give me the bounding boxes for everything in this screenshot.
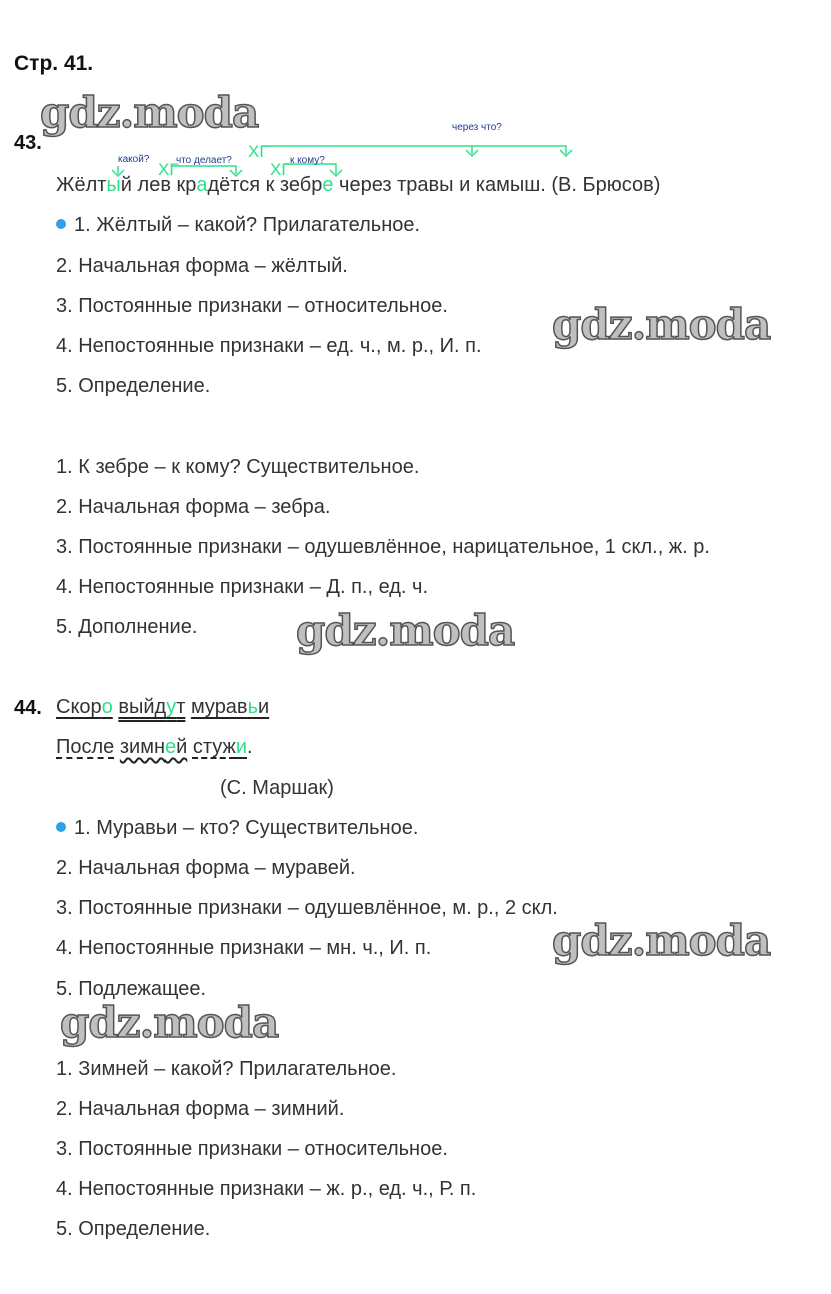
analysis-line: 3. Постоянные признаки – относительное.	[56, 295, 448, 317]
analysis-line: 2. Начальная форма – зимний.	[56, 1098, 345, 1120]
question-label: через что?	[452, 122, 502, 133]
watermark-logo: gdz.moda	[296, 606, 515, 655]
exercise-43-sentence: Жёлтый лев крадётся к зебре через травы и камыш. (В. Брюсов)	[56, 174, 661, 196]
analysis-line: 1. Муравьи – кто? Существительное.	[56, 817, 418, 840]
analysis-line: 1. Зимней – какой? Прилагательное.	[56, 1058, 397, 1080]
watermark-logo: gdz.moda	[552, 300, 771, 349]
xg-mark: ХГ	[248, 142, 269, 161]
question-label: какой?	[118, 154, 150, 165]
analysis-line: 5. Определение.	[56, 1218, 211, 1240]
page-label: Стр. 41.	[14, 52, 94, 75]
poem-author: (С. Маршак)	[220, 777, 334, 799]
poem-line-2: После зимней стужи.	[56, 736, 253, 758]
xg-mark: ХГ	[270, 160, 291, 179]
xg-mark: ХГ	[158, 160, 179, 179]
analysis-line: 2. Начальная форма – муравей.	[56, 857, 356, 879]
analysis-line: 5. Определение.	[56, 375, 211, 397]
bullet-dot	[56, 219, 66, 229]
exercise-44-number: 44.	[14, 697, 42, 719]
analysis-line: 3. Постоянные признаки – одушевлённое, м. р., 2 скл.	[56, 897, 558, 919]
analysis-line: 5. Дополнение.	[56, 616, 198, 638]
analysis-line: 5. Подлежащее.	[56, 978, 207, 1000]
analysis-line: 1. К зебре – к кому? Существительное.	[56, 456, 420, 478]
syntax-annotation	[0, 0, 831, 200]
question-label: что делает?	[176, 155, 232, 166]
analysis-line: 4. Непостоянные признаки – ж. р., ед. ч., Р. п.	[56, 1178, 477, 1200]
bracket-line	[262, 146, 566, 154]
poem-line-1: Скоро выйдут муравьи	[56, 696, 270, 718]
analysis-line: 4. Непостоянные признаки – Д. п., ед. ч.	[56, 576, 429, 598]
analysis-line: 3. Постоянные признаки – одушевлённое, нарицательное, 1 скл., ж. р.	[56, 536, 710, 558]
analysis-line: 4. Непостоянные признаки – мн. ч., И. п.	[56, 937, 432, 959]
analysis-line: 1. Жёлтый – какой? Прилагательное.	[56, 214, 420, 237]
question-label: к кому?	[290, 155, 325, 166]
watermark-logo: gdz.moda	[552, 916, 771, 965]
analysis-line: 4. Непостоянные признаки – ед. ч., м. р., И. п.	[56, 335, 482, 357]
analysis-line: 2. Начальная форма – зебра.	[56, 496, 331, 518]
watermark-logo: gdz.moda	[40, 88, 259, 137]
analysis-line: 2. Начальная форма – жёлтый.	[56, 255, 348, 277]
bullet-dot	[56, 822, 66, 832]
analysis-line: 3. Постоянные признаки – относительное.	[56, 1138, 448, 1160]
exercise-43-number: 43.	[14, 132, 42, 154]
bracket-line	[172, 166, 236, 174]
watermark-logo: gdz.moda	[60, 998, 279, 1047]
